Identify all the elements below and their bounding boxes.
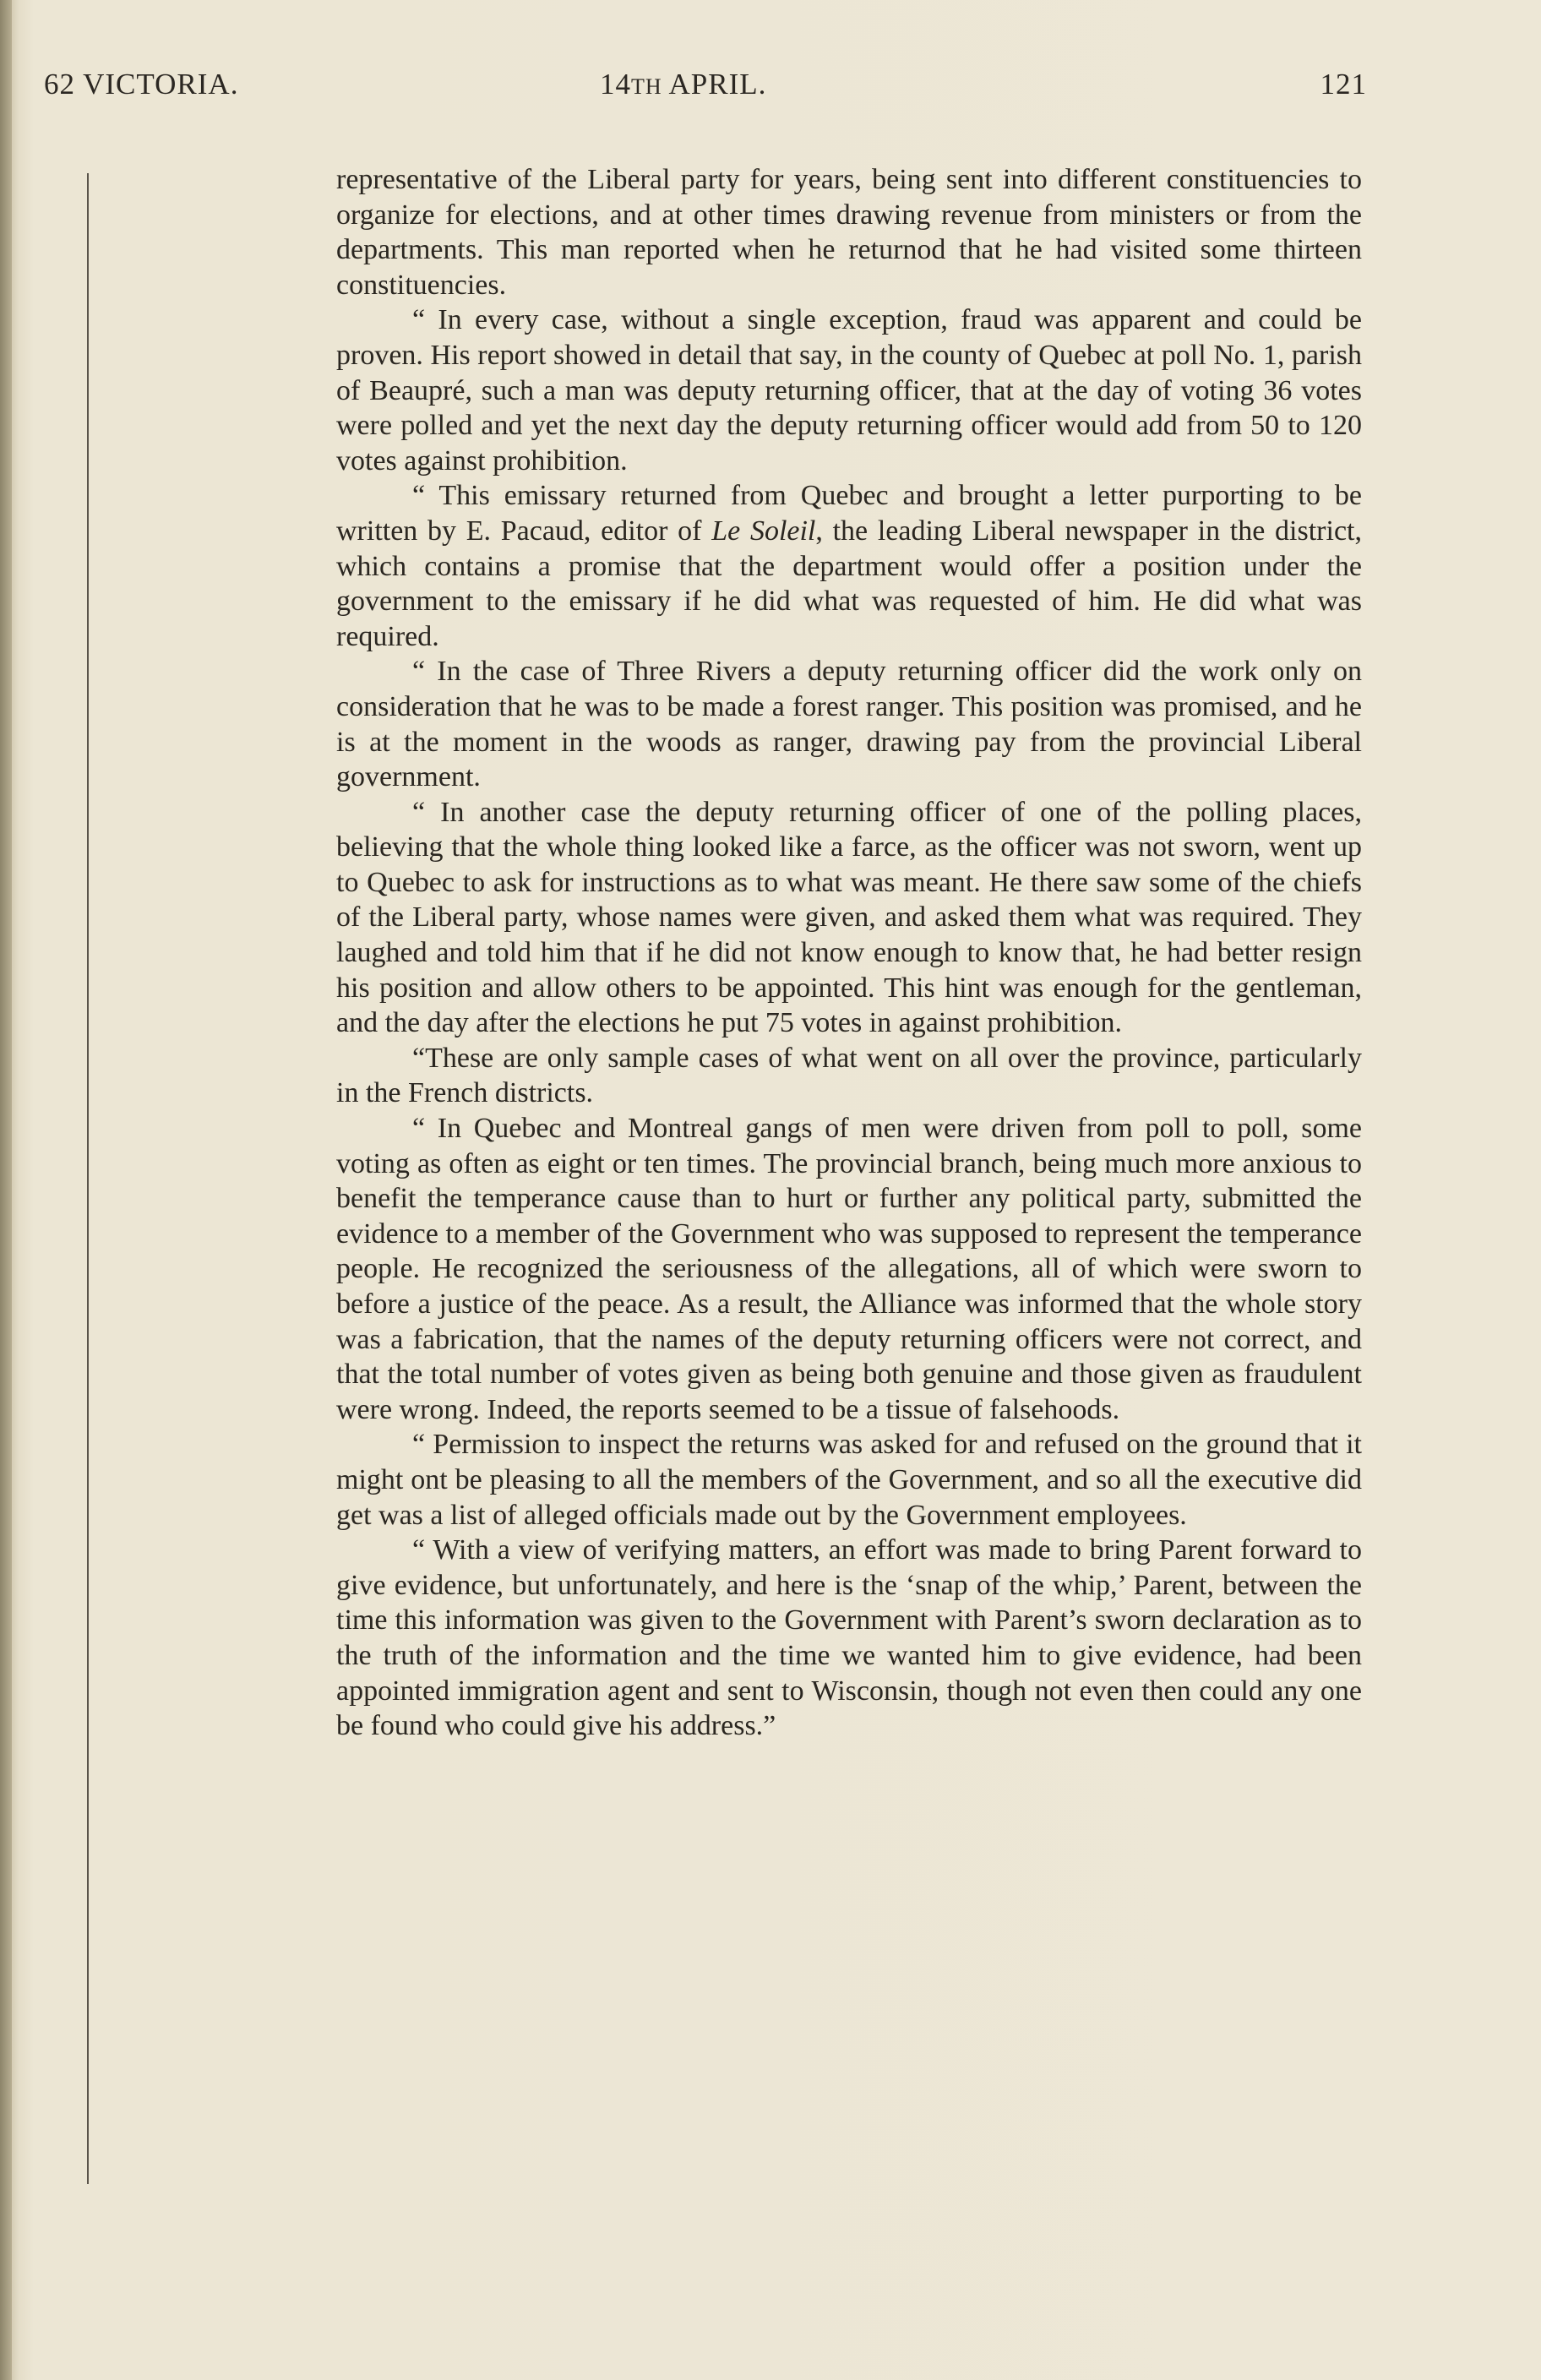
paragraph: representative of the Liberal party for years, being sent into different constituencies to organize for elections, and at other times drawing revenue from ministers or from the departments. This man reported when he returnod that he had visited some thirteen constituencies. — [336, 164, 1362, 301]
newspaper-title: Le Soleil — [711, 515, 816, 547]
paragraph: “ With a view of verifying matters, an effort was made to bring Parent forward to give evidence, but unfortunately, and here is the ‘snap of the whip,’ Parent, between the time this information was given to the Government with Parent’s sworn declaration as to the truth of the information and the time we wanted him to give evidence, had been appointed immigration agent and sent to Wisconsin, though not even then could any one be found who could give his address.” — [336, 1534, 1362, 1742]
body-text — [336, 162, 1362, 1744]
margin-rule — [87, 173, 89, 2184]
paragraph: “ This emissary returned from Quebec and brought a letter purporting to be written by E. Pacaud, editor of Le Soleil, the leading Liberal newspaper in the district, which contains a promise that the department would offer a position under the government to the emissary if he did what was requested of him. He did what was required. — [336, 480, 1362, 652]
running-head-volume: 62 VICTORIA. — [44, 68, 239, 101]
running-head — [44, 68, 1367, 110]
date-month: APRIL. — [662, 68, 767, 101]
date-day: 14 — [600, 68, 631, 101]
paragraph: “ Permission to inspect the returns was asked for and refused on the ground that it might ont be pleasing to all the members of the Government, and so all the executive did get was a list of alleged officials made out by the Government employees. — [336, 1429, 1362, 1531]
running-head-date — [600, 68, 766, 101]
binding-edge — [0, 0, 12, 2380]
paragraph: “ In another case the deputy returning officer of one of the polling places, believing that the whole thing looked like a farce, as the officer was not sworn, went up to Quebec to ask for instructions as to what was meant. He there saw some of the chiefs of the Liberal party, whose names were given, and asked them what was required. They laughed and told him that if he did not know enough to know that, he had better resign his position and allow others to be appointed. This hint was enough for the gentleman, and the day after the elections he put 75 votes in against prohibition. — [336, 796, 1362, 1039]
page-number: 121 — [1320, 68, 1367, 101]
date-ordinal-suffix: TH — [631, 74, 662, 99]
paragraph: “ In Quebec and Montreal gangs of men were driven from poll to poll, some voting as often as eight or ten times. The provincial branch, being much more anxious to benefit the temperance cause than to hurt or further any political party, submitted the evidence to a member of the Government who was supposed to represent the temperance people. He recognized the seriousness of the allegations, all of which were sworn to before a justice of the peace. As a result, the Alliance was informed that the whole story was a fabrication, that the names of the deputy returning officers were not correct, and that the total number of votes given as being both genuine and those given as fraudulent were wrong. Indeed, the reports seemed to be a tissue of falsehoods. — [336, 1113, 1362, 1425]
paragraph: “ In every case, without a single exception, fraud was apparent and could be proven. His report showed in detail that say, in the county of Quebec at poll No. 1, parish of Beaupré, such a man was deputy returning officer, that at the day of voting 36 votes were polled and yet the next day the deputy returning officer would add from 50 to 120 votes against prohibition. — [336, 304, 1362, 477]
paragraph: “These are only sample cases of what went on all over the province, particularly in the French districts. — [336, 1042, 1362, 1109]
paragraph: “ In the case of Three Rivers a deputy returning officer did the work only on consideration that he was to be made a forest ranger. This position was promised, and he is at the moment in the woods as ranger, drawing pay from the provincial Liberal government. — [336, 656, 1362, 793]
